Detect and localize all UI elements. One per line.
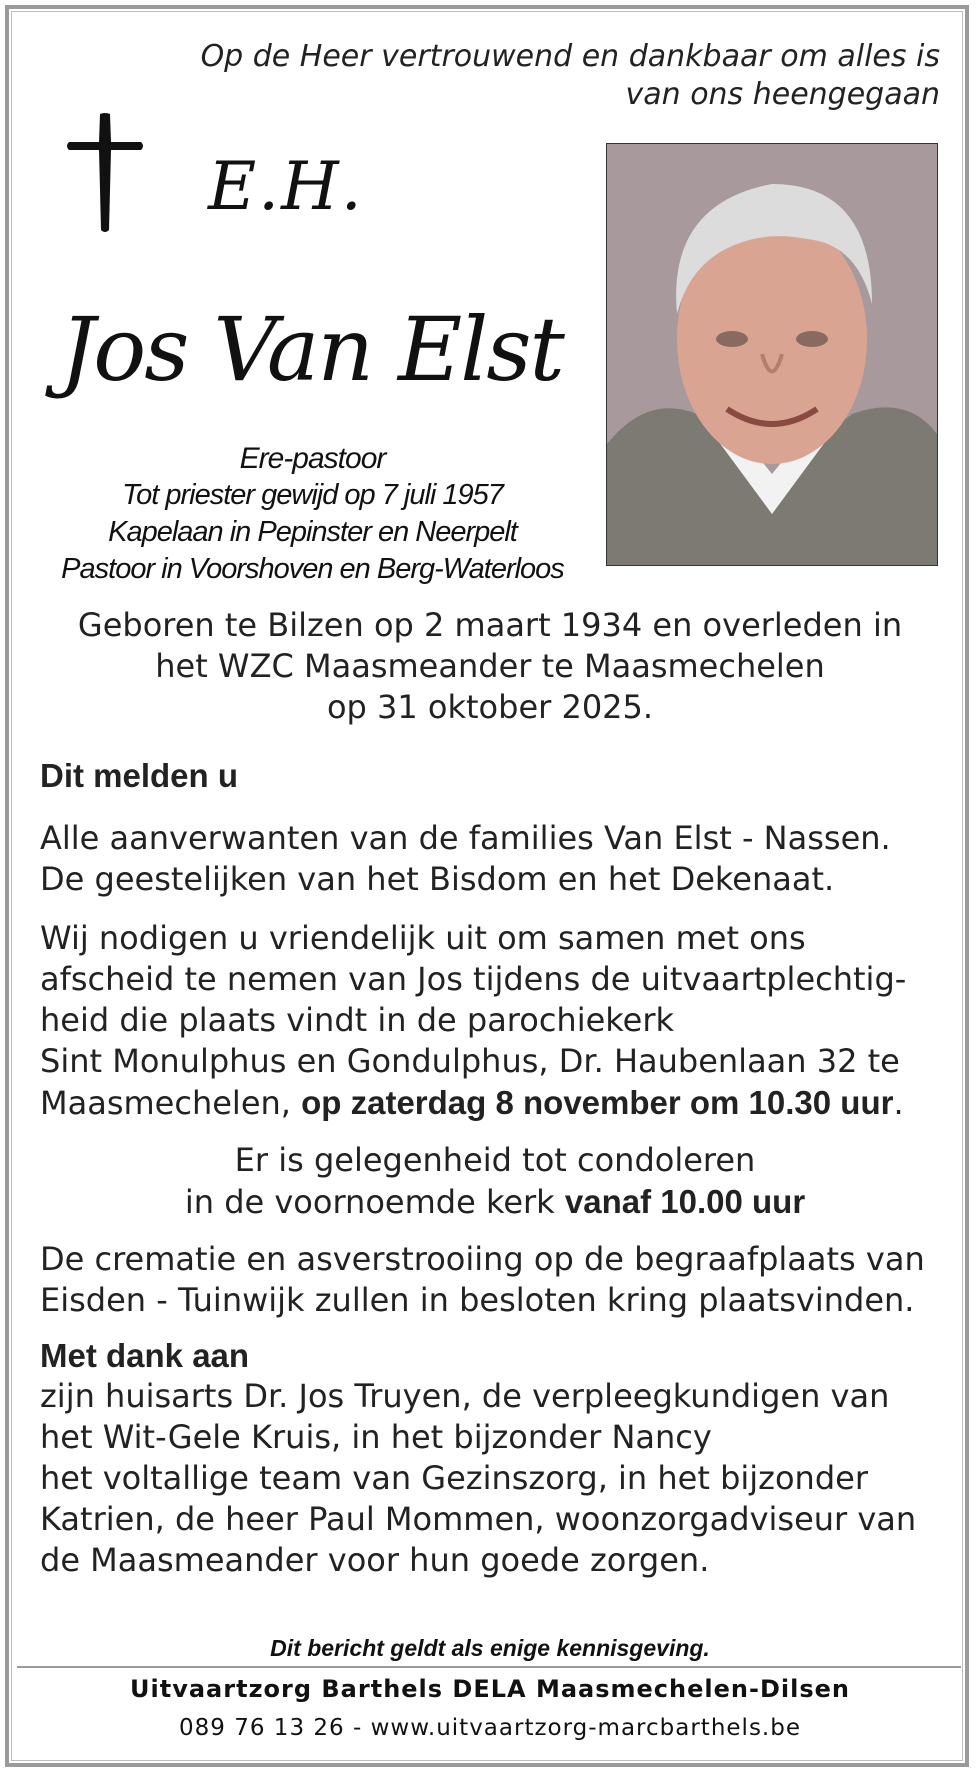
cremation-line-1: De crematie en asverstrooiing op de begraafplaats van bbox=[40, 1240, 925, 1278]
announce-heading: Dit melden u bbox=[40, 757, 239, 794]
portrait-illustration bbox=[607, 144, 937, 565]
invite-line-3: heid die plaats vindt in de parochiekerk bbox=[40, 1001, 675, 1039]
birth-line-2: het WZC Maasmeander te Maasmechelen bbox=[155, 647, 825, 685]
funeral-company: Uitvaartzorg Barthels DELA Maasmechelen-Dilsen bbox=[130, 1675, 850, 1703]
sole-notice: Dit bericht geldt als enige kennisgeving. bbox=[270, 1635, 710, 1661]
thanks-heading: Met dank aan bbox=[40, 1337, 250, 1374]
clergy-titles bbox=[40, 440, 585, 588]
cross-icon bbox=[65, 112, 145, 234]
thanks-line-2: het Wit-Gele Kruis, in het bijzonder Nancy bbox=[40, 1418, 712, 1456]
service-datetime: op zaterdag 8 november om 10.30 uur bbox=[301, 1084, 894, 1121]
condolence-line-2 bbox=[40, 1181, 950, 1223]
title-line-4: Pastoor in Voorshoven en Berg-Waterloos bbox=[61, 553, 564, 585]
motto-line-2: van ons heengegaan bbox=[625, 77, 940, 112]
condolence-line-1: Er is gelegenheid tot condoleren bbox=[234, 1141, 756, 1179]
motto-line-1: Op de Heer vertrouwend en dankbaar om alles is bbox=[200, 39, 940, 74]
thanks-line-4: Katrien, de heer Paul Mommen, woonzorgadviseur van bbox=[40, 1500, 917, 1538]
portrait-photo bbox=[606, 143, 938, 566]
honorific: E.H. bbox=[208, 148, 364, 225]
invite-line-5-pre: Maasmechelen, bbox=[40, 1084, 302, 1122]
invite-line-5 bbox=[40, 1082, 950, 1124]
deceased-name: Jos Van Elst bbox=[60, 298, 563, 401]
invite-line-4: Sint Monulphus en Gondulphus, Dr. Haubenlaan 32 te bbox=[40, 1042, 900, 1080]
announce-line-1: Alle aanverwanten van de families Van Elst - Nassen. bbox=[40, 819, 891, 857]
birth-line-3: op 31 oktober 2025. bbox=[326, 688, 654, 726]
birth-line-1: Geboren te Bilzen op 2 maart 1934 en overleden in bbox=[77, 606, 903, 644]
invite-line-1: Wij nodigen u vriendelijk uit om samen met ons bbox=[40, 919, 806, 957]
thanks-line-3: het voltallige team van Gezinszorg, in het bijzonder bbox=[40, 1459, 868, 1497]
announce-line-2: De geestelijken van het Bisdom en het Dekenaat. bbox=[40, 860, 835, 898]
motto bbox=[180, 38, 940, 114]
title-line-3: Kapelaan in Pepinster en Neerpelt bbox=[108, 516, 517, 548]
invite-line-5-post: . bbox=[893, 1084, 904, 1122]
announcement-body bbox=[40, 755, 950, 1581]
birth-death-info bbox=[40, 605, 940, 728]
cremation-line-2: Eisden - Tuinwijk zullen in besloten kring plaatsvinden. bbox=[40, 1281, 915, 1319]
footer-divider bbox=[17, 1666, 961, 1668]
title-line-2: Tot priester gewijd op 7 juli 1957 bbox=[122, 479, 503, 511]
funeral-contact: 089 76 13 26 - www.uitvaartzorg-marcbarthels.be bbox=[179, 1715, 801, 1741]
invite-line-2: afscheid te nemen van Jos tijdens de uitvaartplechtig- bbox=[40, 960, 907, 998]
title-line-1: Ere-pastoor bbox=[239, 442, 386, 475]
condolence-line-2-pre: in de voornoemde kerk bbox=[184, 1183, 565, 1221]
thanks-line-1: zijn huisarts Dr. Jos Truyen, de verpleegkundigen van bbox=[40, 1377, 890, 1415]
thanks-line-5: de Maasmeander voor hun goede zorgen. bbox=[40, 1541, 710, 1579]
condolence-time: vanaf 10.00 uur bbox=[564, 1183, 806, 1220]
